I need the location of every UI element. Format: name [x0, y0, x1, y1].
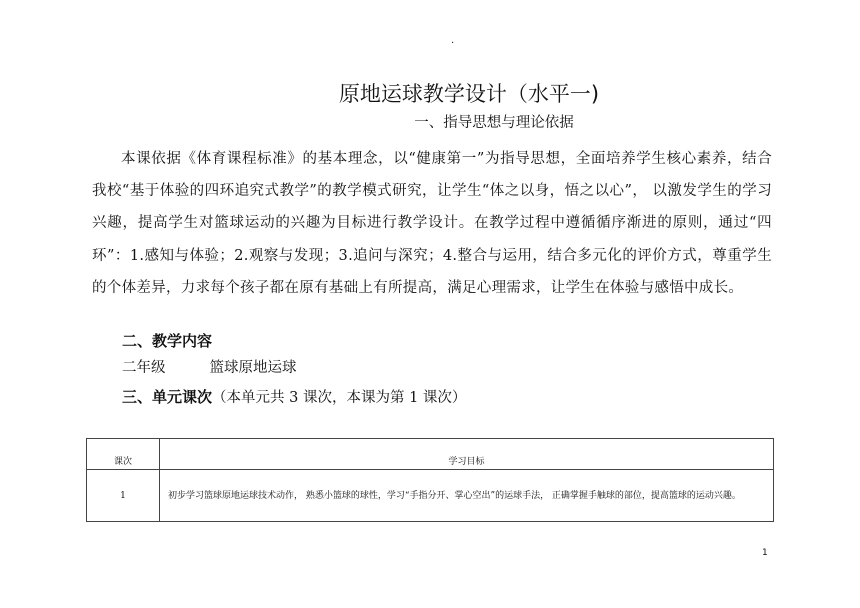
section-heading-3-title: 三、单元课次: [122, 388, 213, 406]
table-header-goal: 学习目标: [160, 439, 774, 470]
table-header-row: [87, 439, 774, 470]
section-heading-3-note: （本单元共 3 课次，本课为第 1 课次）: [212, 390, 467, 406]
section-heading-2: 二、教学内容: [122, 332, 213, 350]
page-number: 1: [762, 548, 768, 558]
guiding-paragraph: 本课依据《体育课程标准》的基本理念，以“健康第一”为指导思想，全面培养学生核心素养，结合我校“基于体验的四环追究式教学”的教学模式研究，让学生“体之以身，悟之以心”， 以激发学生的学习兴趣，提高学生对篮球运动的兴趣为目标进行教学设计。在教学过程中遵循循序渐进的原则，通过“四环”：1.感知与体验；2.观察与发现；3.追问与深究；4.整合与运用，结合多元化的评价方式，尊重学生的个体差异，力求每个孩子都在原有基础上有所提高，满足心理需求，让学生在体验与感悟中成长。: [92, 151, 772, 296]
document-title: 原地运球教学设计（水平一): [338, 82, 600, 106]
grade-level: 二年级: [122, 360, 166, 376]
grade-topic: 篮球原地运球: [209, 360, 297, 376]
section-heading-1: 一、指导思想与理论依据: [414, 115, 574, 131]
grade-line: [122, 357, 297, 379]
lesson-table: [86, 438, 774, 522]
table-cell-goal: 初步学习篮球原地运球技术动作， 熟悉小篮球的球性，学习“手指分开、掌心空出”的运球手法， 正确掌握手触球的部位，提高篮球的运动兴趣。: [160, 470, 774, 522]
section-heading-3: [122, 386, 466, 409]
table-row: [87, 470, 774, 522]
header-mark: .: [451, 35, 455, 46]
table-header-lesson: 课次: [87, 439, 160, 470]
table-cell-lesson: 1: [87, 470, 160, 522]
